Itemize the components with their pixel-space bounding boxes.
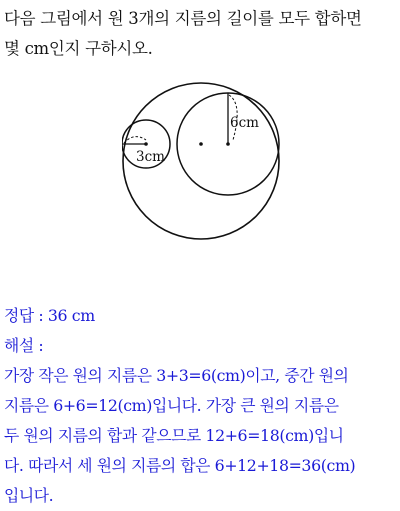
question-line-1: 다음 그림에서 원 3개의 지름의 길이를 모두 합하면	[4, 9, 362, 28]
large-center-dot	[199, 142, 203, 146]
explanation-line-4: 다. 따라서 세 원의 지름의 합은 6+12+18=36(cm)	[4, 456, 356, 475]
explanation-line-2: 지름은 6+6=12(cm)입니다. 가장 큰 원의 지름은	[4, 396, 339, 415]
question-text	[4, 4, 396, 64]
explanation-line-1: 가장 작은 원의 지름은 3+3=6(cm)이고, 중간 원의	[4, 366, 349, 385]
explanation-line-3: 두 원의 지름의 합과 같으므로 12+6=18(cm)입니	[4, 426, 344, 445]
answer-heading: 해설 :	[4, 336, 44, 355]
medium-center-dot	[226, 142, 230, 146]
answer-section	[4, 301, 398, 511]
question-line-2: 몇 cm인지 구하시오.	[4, 39, 153, 58]
label-medium-radius: 6cm	[230, 115, 259, 131]
answer-result: 정답 : 36 cm	[4, 306, 95, 325]
explanation-line-5: 입니다.	[4, 486, 54, 505]
small-center-dot	[144, 142, 148, 146]
circles-figure	[122, 82, 280, 240]
label-small-radius: 3cm	[136, 149, 165, 165]
